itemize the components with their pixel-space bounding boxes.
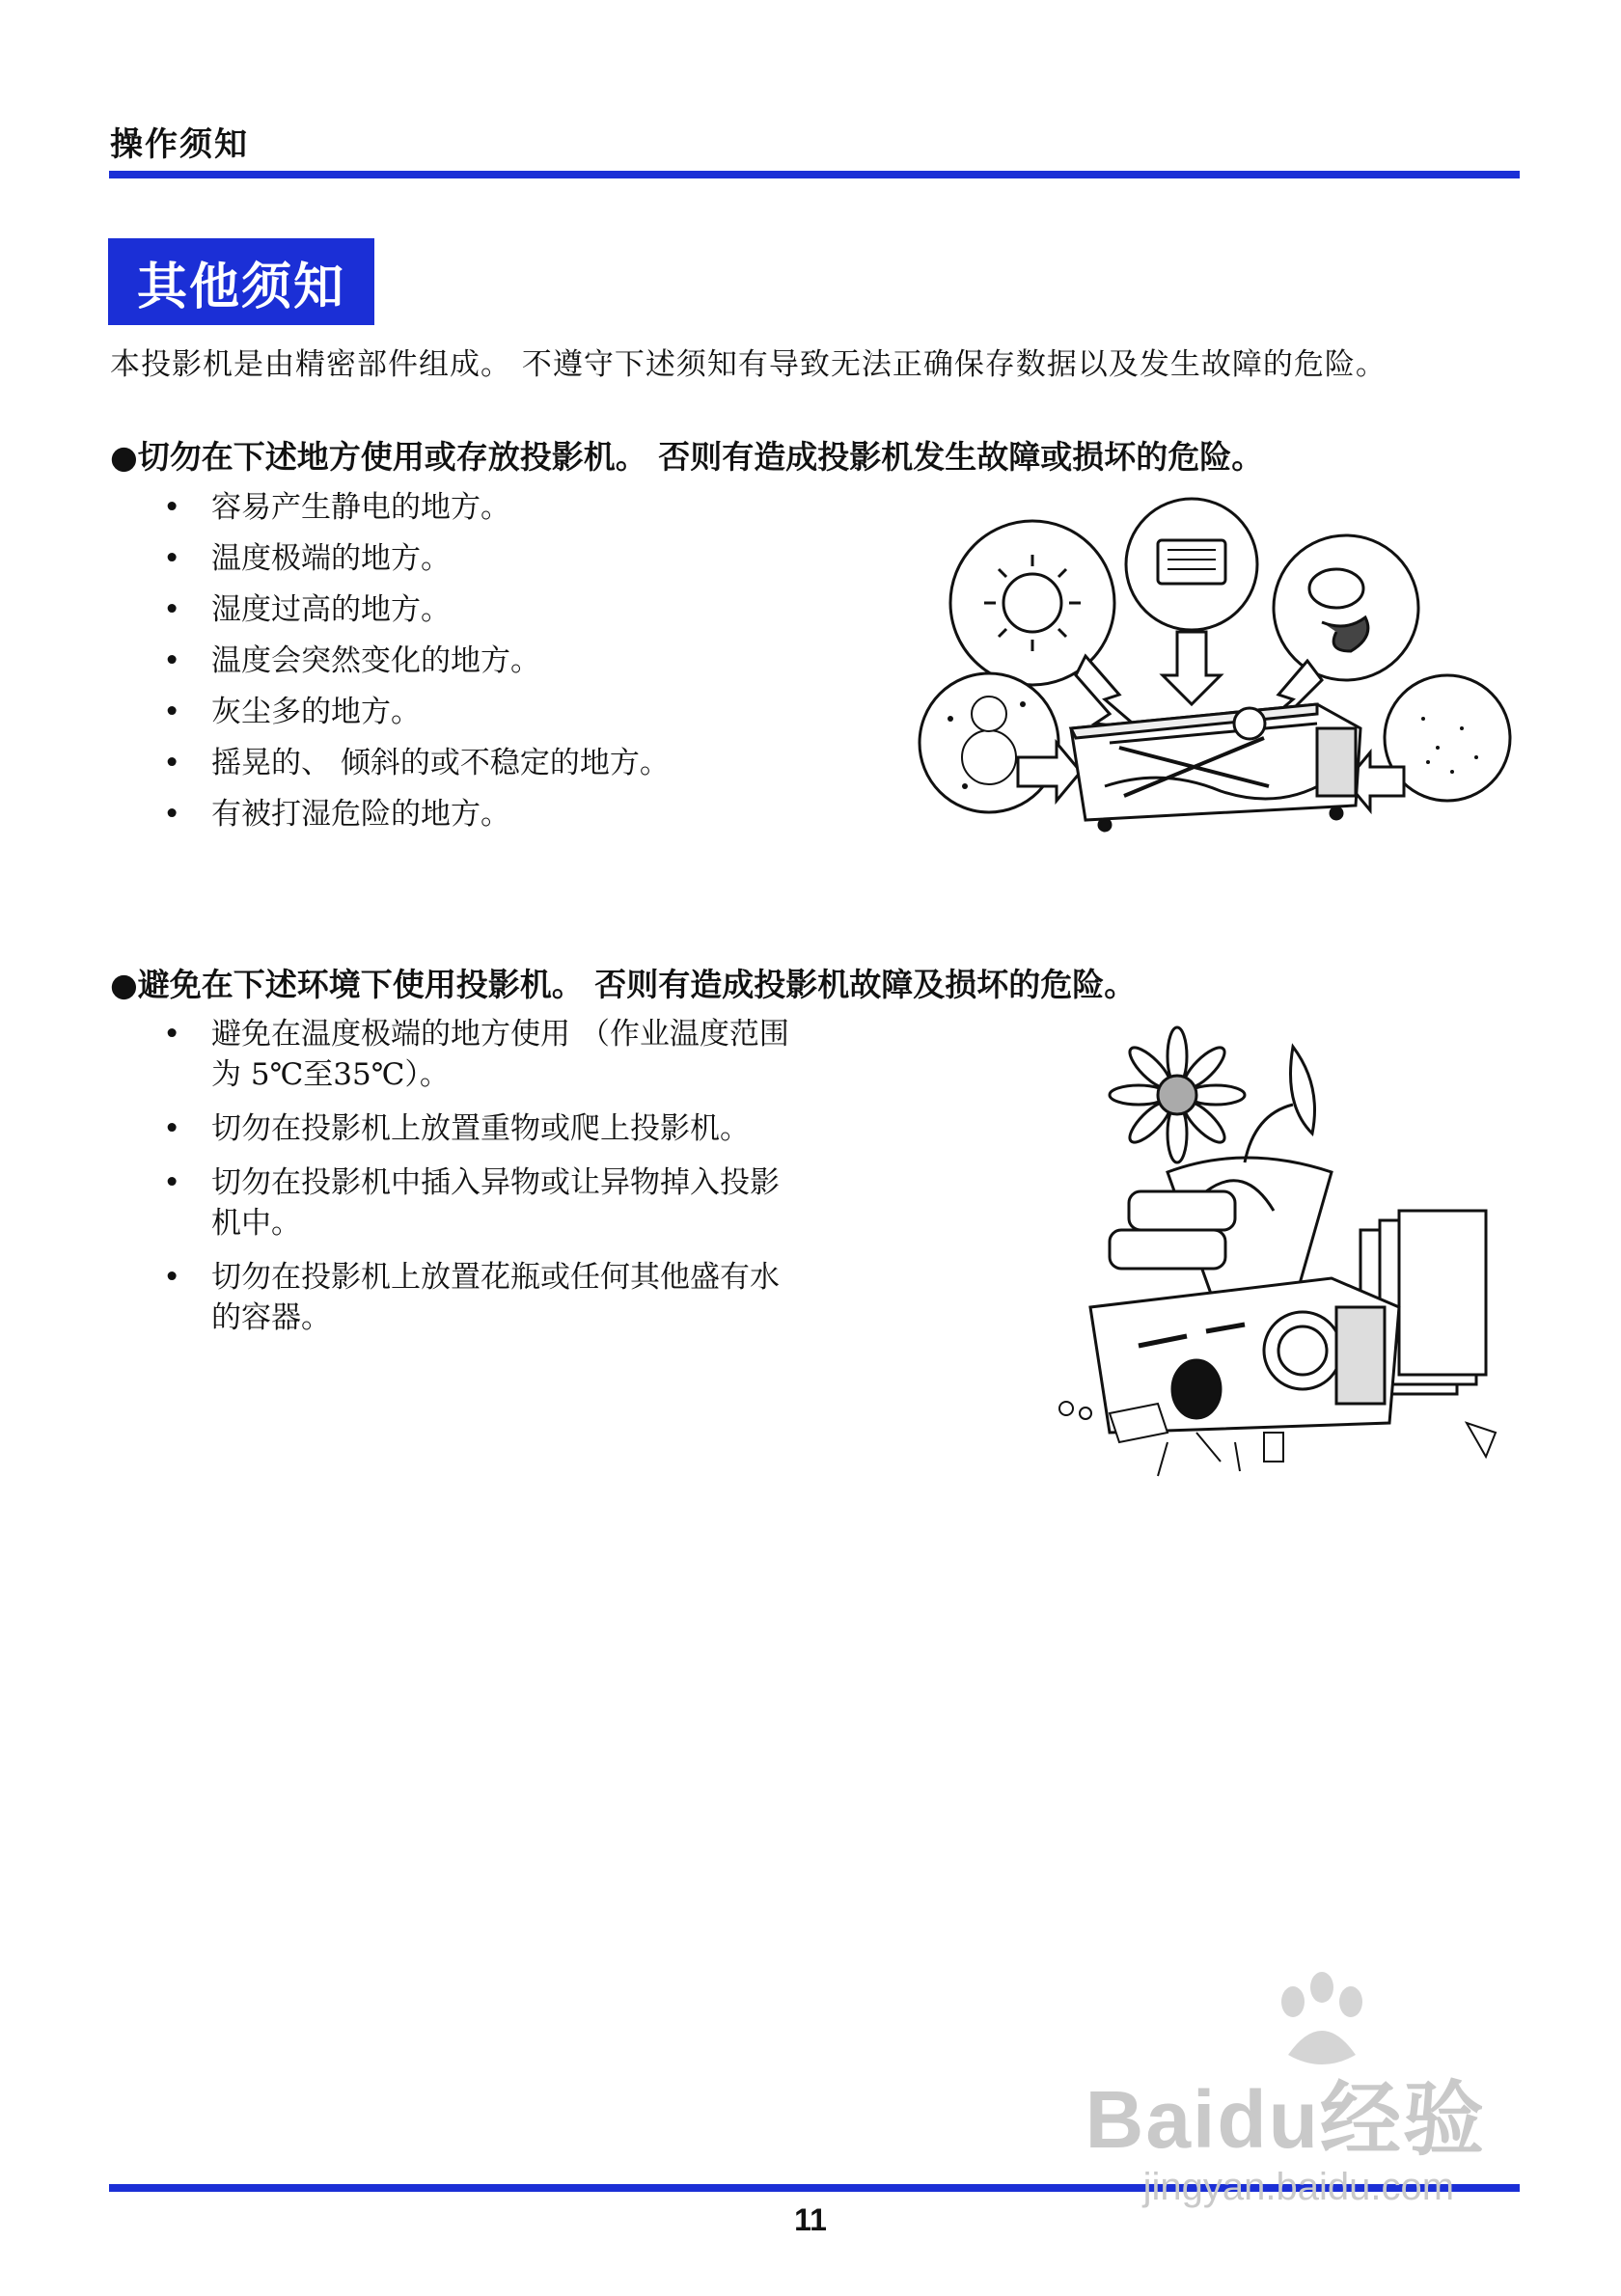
list-item: • 容易产生静电的地方。 [110,488,901,527]
list-item: • 湿度过高的地方。 [110,590,901,629]
list-item: • 避免在温度极端的地方使用 （作业温度范围为 5℃至35℃）。 [110,1014,800,1095]
list-item: • 温度会突然变化的地方。 [110,642,901,680]
baidu-watermark [1085,2055,1486,2209]
section-title: 其他须知 [108,238,374,325]
projector-cartoon-illustration [1052,1018,1525,1481]
environment-warning-list [110,1014,998,1352]
heater-icon [1158,540,1225,584]
list-item: • 切勿在投影机上放置重物或爬上投影机。 [110,1108,1003,1149]
projector-hazards-illustration [912,497,1515,849]
page-header-title: 操作须知 [110,125,249,164]
list-item: • 温度极端的地方。 [110,539,901,578]
list-item: • 切勿在投影机上放置花瓶或任何其他盛有水的容器。 [110,1257,800,1338]
list-item: • 灰尘多的地方。 [110,693,901,731]
watermark-brand: Baidu经验 [1085,2074,1486,2165]
list-item: • 切勿在投影机中插入异物或让异物掉入投影机中。 [110,1162,800,1244]
warning-heading-storage: ●切勿在下述地方使用或存放投影机。 否则有造成投影机发生故障或损坏的危险。 [110,438,1264,476]
list-item: • 摇晃的、 倾斜的或不稳定的地方。 [110,744,901,782]
watermark-url: jingyan.baidu.com [1142,2166,1455,2208]
intro-paragraph: 本投影机是由精密部件组成。 不遵守下述须知有导致无法正确保存数据以及发生故障的危险。 [110,347,1387,382]
flower-icon [1110,1027,1245,1162]
page-number: 11 [794,2202,827,2237]
projector-icon [1071,704,1360,831]
list-item: • 有被打湿危险的地方。 [110,795,901,834]
warning-heading-environment: ●避免在下述环境下使用投影机。 否则有造成投影机故障及损坏的危险。 [110,966,1137,1003]
storage-warning-list [110,488,901,846]
header-rule [109,171,1520,178]
